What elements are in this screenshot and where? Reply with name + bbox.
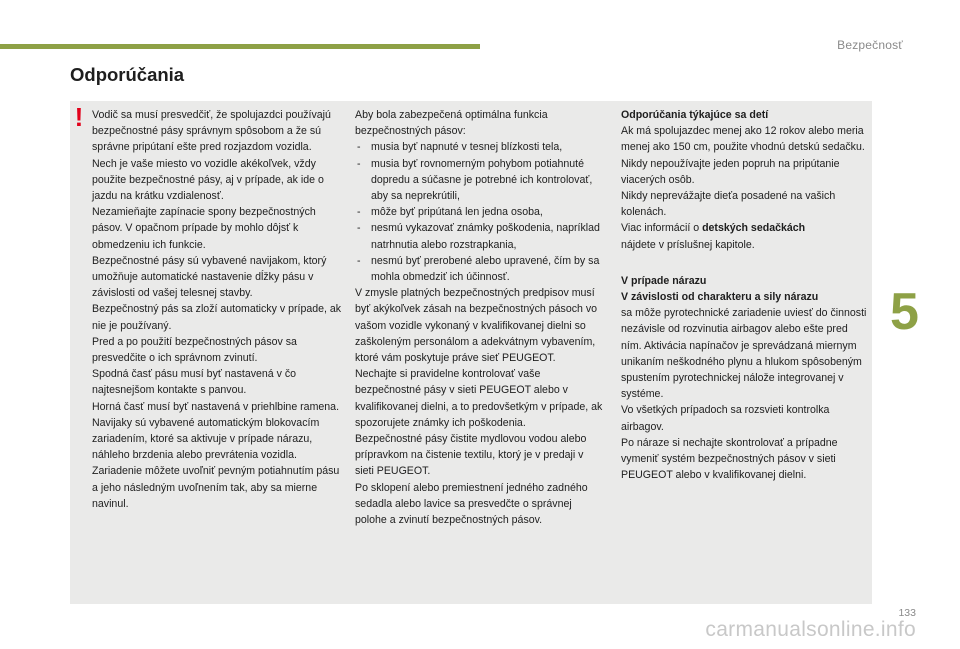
list-item: - musia byť napnuté v tesnej blízkosti tela, bbox=[355, 139, 605, 155]
paragraph: Pred a po použití bezpečnostných pásov sa presvedčite o ich správnom zvinutí. bbox=[92, 335, 297, 365]
impact-subheading: V závislosti od charakteru a sily nárazu bbox=[621, 291, 819, 304]
paragraph: V zmysle platných bezpečnostných predpisov musí byť akýkoľvek zásah na bezpečnostných pásoch vo vašom vozidle vykonaný v kvalifikovanej dielni so zaškoleným personálom a adekvátnym vybavením, ktoré vám poskytuje práve sieť PEUGEOT. bbox=[355, 287, 598, 365]
section-label: Bezpečnosť bbox=[837, 38, 903, 52]
page-number: 133 bbox=[898, 607, 916, 619]
intro-text: Aby bola zabezpečená optimálna funkcia bezpečnostných pásov: bbox=[355, 109, 548, 138]
paragraph: Horná časť musí byť nastavená v priehlbine ramena. bbox=[92, 400, 340, 413]
paragraph: Vodič sa musí presvedčiť, že spolujazdci používajú bezpečnostné pásy správnym spôsobom a že sú správne pripútaní ešte pred rozjazdom vozidla. bbox=[92, 109, 331, 154]
list-item: - môže byť pripútaná len jedna osoba, bbox=[355, 204, 605, 220]
paragraph: Nechajte si pravidelne kontrolovať vaše bezpečnostné pásy v sieti PEUGEOT alebo v kvalifikovanej dielni, a to predovšetkým v prípade, ak spozorujete známky ich poškodenia. bbox=[355, 368, 603, 429]
child-seats-link-text: detských sedačkách bbox=[702, 222, 806, 235]
list-item: - nesmú vykazovať známky poškodenia, napríklad natrhnutia alebo rozstrapkania, bbox=[355, 220, 605, 252]
exclamation-warning-icon: ! bbox=[74, 102, 84, 132]
paragraph: Nikdy neprevážajte dieťa posadené na vašich kolenách. bbox=[621, 190, 836, 219]
paragraph: Spodná časť pásu musí byť nastavená v čo najtesnejšom kontakte s panvou. bbox=[92, 368, 297, 397]
paragraph bbox=[621, 220, 871, 252]
impact-heading: V prípade nárazu bbox=[621, 274, 707, 287]
paragraph: Navijaky sú vybavené automatickým blokovacím zariadením, ktoré sa aktivuje v prípade nárazu, náhleho brzdenia alebo prevrátenia vozidla. Zariadenie môžete uvoľniť pevným potiahnutím pásu a jeho následným uvoľnením tak, aby sa mierne navinul. bbox=[92, 416, 340, 510]
paragraph: Nech je vaše miesto vo vozidle akékoľvek, vždy použite bezpečnostné pásy, aj v prípade, ak ide o jazdu na krátku vzdialenosť. bbox=[92, 157, 324, 203]
children-heading: Odporúčania týkajúce sa detí bbox=[621, 109, 769, 121]
text-run: Viac informácií o bbox=[621, 222, 703, 235]
paragraph: Ak má spolujazdec menej ako 12 rokov alebo meria menej ako 150 cm, použite vhodnú detskú sedačku. bbox=[621, 125, 865, 154]
column-belt-function bbox=[355, 107, 605, 528]
chapter-number: 5 bbox=[890, 283, 919, 341]
column-safety-belt-rules bbox=[92, 107, 344, 512]
paragraph: Bezpečnostné pásy čistite mydlovou vodou alebo prípravkom na čistenie textilu, ktorý je v predaji v sieti PEUGEOT. bbox=[355, 433, 587, 478]
accent-bar bbox=[0, 44, 480, 49]
column-children-and-impact bbox=[621, 107, 871, 483]
paragraph: Nezamieňajte zapínacie spony bezpečnostných pásov. V opačnom prípade by mohlo dôjsť k obmedzeniu ich funkcie. bbox=[92, 206, 316, 251]
paragraph: Po náraze si nechajte skontrolovať a prípadne vymeniť systém bezpečnostných pásov v sieti PEUGEOT alebo v kvalifikovanej dielni. bbox=[621, 436, 838, 482]
text-run: nájdete v príslušnej kapitole. bbox=[621, 238, 755, 251]
paragraph: Po sklopení alebo premiestnení jedného zadného sedadla alebo lavice sa presvedčte o správnej polohe a zvinutí bezpečnostných pásov. bbox=[355, 481, 588, 527]
paragraph: Nikdy nepoužívajte jeden popruh na pripútanie viacerých osôb. bbox=[621, 157, 840, 186]
paragraph: Bezpečnostné pásy sú vybavené navijakom, ktorý umožňuje automatické nastavenie dĺžky pásu v závislosti od vašej telesnej stavby. bbox=[92, 254, 327, 300]
watermark: carmanualsonline.info bbox=[705, 618, 916, 641]
list-item: - musia byť rovnomerným pohybom potiahnuté dopredu a súčasne je potrebné ich kontrolovať, aby sa neprekrútili, bbox=[355, 156, 605, 205]
requirements-list bbox=[355, 139, 605, 285]
spacer bbox=[621, 253, 871, 273]
paragraph: Vo všetkých prípadoch sa rozsvieti kontrolka airbagov. bbox=[621, 404, 830, 433]
paragraph: sa môže pyrotechnické zariadenie uviesť do činnosti nezávisle od rozvinutia airbagov alebo ešte pred ním. Aktivácia napínačov je sprevádzaná miernym unikaním neškodného plynu a hlukom spôsobeným spustením pyrotechnickej nálože integrovanej v systéme. bbox=[621, 307, 867, 401]
list-item: - nesmú byť prerobené alebo upravené, čím by sa mohla obmedziť ich účinnosť. bbox=[355, 253, 605, 285]
page-title: Odporúčania bbox=[70, 64, 185, 85]
paragraph: Bezpečnostný pás sa zloží automaticky v prípade, ak nie je používaný. bbox=[92, 303, 342, 332]
